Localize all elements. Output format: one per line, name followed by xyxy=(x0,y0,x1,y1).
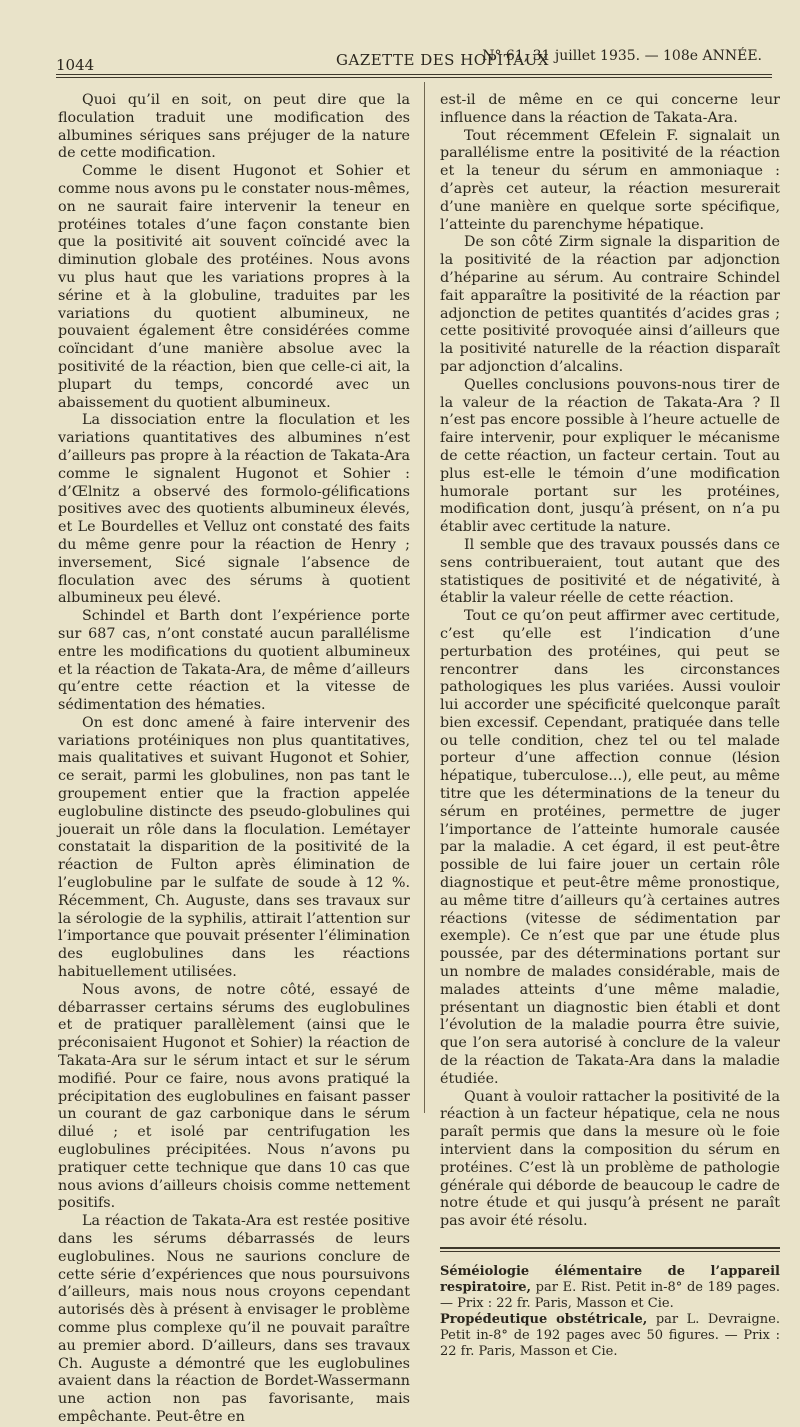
paragraph: est-il de même en ce qui concerne leur influence dans la réaction de Takata-Ara. xyxy=(440,92,780,126)
paragraph: Comme le disent Hugonot et Sohier et comme nous avons pu le constater nous-mêmes, on ne saurait faire intervenir la teneur en protéines totales d’une façon constante bien que la positivité ait souvent coïncidé avec la diminution globale des protéines. Nous avons vu plus haut que les variations propres à la sérine et à la globuline, traduites par les variations du quotient albumineux, ne pouvaient également être considérées comme coïncidant d’une manière absolue avec la positivité de la réaction, bien que celle-ci ait, la plupart du temps, concordé avec un abaissement du quotient albumineux. xyxy=(58,163,410,411)
issue-info: N° 61, 31 juillet 1935. — 108e ANNÉE. xyxy=(482,48,762,64)
paragraph: De son côté Zirm signale la disparition de la positivité de la réaction par adjonction d’héparine au sérum. Au contraire Schindel fait apparaître la positivité de la réaction par adjonction de petites quantités d’acides gras ; cette positivité provoquée ainsi d’ailleurs que la positivité naturelle de la réaction disparaît par adjonction d’alcalins. xyxy=(440,234,780,375)
page-header xyxy=(56,48,772,74)
paragraph: Schindel et Barth dont l’expérience porte sur 687 cas, n’ont constaté aucun parallélisme entre les modifications du quotient albumineux et la réaction de Takata-Ara, de même d’ailleurs qu’entre cette réaction et la vitesse de sédimentation des hématies. xyxy=(58,608,410,714)
left-column xyxy=(58,92,410,1427)
paragraph: On est donc amené à faire intervenir des variations protéiniques non plus quantitatives, mais qualitatives et suivant Hugonot et Sohier, ce serait, parmi les globulines, non pas tant le groupement entier que la fraction appelée euglobuline distincte des pseudo-globulines qui jouerait un rôle dans la floculation. Lemétayer constatait la disparition de la positivité de la réaction de Fulton après élimination de l’euglobuline par le sulfate de soude à 12 %. Récemment, Ch. Auguste, dans ses travaux sur la sérologie de la syphilis, attirait l’attention sur l’importance que pouvait présenter l’élimination des euglobulines dans les réactions habituellement utilisées. xyxy=(58,714,410,981)
paragraph: Tout récemment Œfelein F. signalait un parallélisme entre la positivité de la réaction et la teneur du sérum en ammoniaque : d’après cet auteur, la réaction mesurerait d’une manière en quelque sorte spécifique, l’atteinte du parenchyme hépatique. xyxy=(440,127,780,233)
page-number: 1044 xyxy=(56,56,95,74)
review-title: Séméiologie élémentaire de l’appareil respiratoire, xyxy=(440,1264,780,1295)
paragraph: Tout ce qu’on peut affirmer avec certitude, c’est qu’elle est l’indication d’une perturbation des protéines, qui peut se rencontrer dans les circonstances pathologiques les plus variées. Aussi vouloir lui accorder une spécificité quelconque paraît bien excessif. Cependant, pratiquée dans telle ou telle condition, chez tel ou tel malade porteur d’une affection connue (lésion hépatique, tuberculose...), elle peut, au même titre que les déterminations de la teneur du sérum en protéines, permettre de juger l’importance de l’atteinte humorale causée par la maladie. A cet égard, il est peut-être possible de lui faire jouer un certain rôle diagnostique et peut-être même pronostique, au même titre d’ailleurs qu’à certaines autres réactions (vitesse de sédimentation par exemple). Ce n’est que par une étude plus poussée, par des déterminations portant sur un nombre de malades considérable, mais de malades atteints d’une même maladie, présentant un diagnostic bien établi et dont l’évolution de la maladie pourra être suivie, que l’on sera autorisé à conclure de la valeur de la réaction de Takata-Ara dans la maladie étudiée. xyxy=(440,608,780,1087)
paragraph: Quoi qu’il en soit, on peut dire que la floculation traduit une modification des albumines sériques sans préjuger de la nature de cette modification. xyxy=(58,92,410,162)
paragraph: Quelles conclusions pouvons-nous tirer de la valeur de la réaction de Takata-Ara ? Il n’est pas encore possible à l’heure actuelle de faire intervenir, pour expliquer le mécanisme de cette réaction, un facteur certain. Tout au plus est-elle le témoin d’une modification humorale portant sur les protéines, modification dont, jusqu’à présent, on n’a pu établir avec certitude la nature. xyxy=(440,376,780,536)
paragraph: Quant à vouloir rattacher la positivité de la réaction à un facteur hépatique, cela ne nous paraît permis que dans la mesure où le foie intervient dans la composition du sérum en protéines. C’est là un problème de pathologie générale qui déborde de beaucoup le cadre de notre étude et qui jusqu’à présent ne paraît pas avoir été résolu. xyxy=(440,1088,780,1230)
review-text: par L. Devraigne. Petit in-8° de 192 pages avec 50 figures. — Prix : 22 fr. Paris, Masson et Cie. xyxy=(440,1312,780,1359)
review-text: par E. Rist. Petit in-8° de 189 pages. — Prix : 22 fr. Paris, Masson et Cie. xyxy=(440,1280,780,1311)
header-rule xyxy=(56,74,772,78)
right-column xyxy=(440,92,780,1360)
column-divider xyxy=(424,82,425,1113)
book-review xyxy=(440,1264,780,1312)
paragraph: La dissociation entre la floculation et les variations quantitatives des albumines n’est d’ailleurs pas propre à la réaction de Takata-Ara comme le signalent Hugonot et Sohier : d’Œlnitz a observé des formolo-gélifications positives avec des quotients albumineux élevés, et Le Bourdelles et Velluz ont constaté des faits du même genre pour la réaction de Henry ; inversement, Sicé signale l’absence de floculation avec des sérums à quotient albumineux peu élevé. xyxy=(58,412,410,607)
book-review xyxy=(440,1312,780,1360)
paragraph: Il semble que des travaux poussés dans ce sens contribueraient, tout autant que des statistiques de positivité et de négativité, à établir la valeur réelle de cette réaction. xyxy=(440,536,780,607)
journal-title: GAZETTE DES HOPITAUX xyxy=(336,51,549,69)
section-rule xyxy=(440,1247,780,1252)
review-title: Propédeutique obstétricale, xyxy=(440,1312,648,1327)
paragraph: La réaction de Takata-Ara est restée positive dans les sérums débarrassés de leurs euglobulines. Nous ne saurions conclure de cette série d’expériences que nous poursuivons d’ailleurs, mais nous nous croyons cependant autorisés dès à présent à envisager le problème comme plus complexe qu’il ne pouvait paraître au premier abord. D’ailleurs, dans ses travaux Ch. Auguste a démontré que les euglobulines avaient dans la réaction de Bordet-Wassermann une action non pas favorisante, mais empêchante. Peut-être en xyxy=(58,1213,410,1425)
paragraph: Nous avons, de notre côté, essayé de débarrasser certains sérums des euglobulines et de pratiquer parallèlement (ainsi que le préconisaient Hugonot et Sohier) la réaction de Takata-Ara sur le sérum intact et sur le sérum modifié. Pour ce faire, nous avons pratiqué la précipitation des euglobulines en faisant passer un courant de gaz carbonique dans le sérum dilué ; et isolé par centrifugation les euglobulines précipitées. Nous n’avons pu pratiquer cette technique que dans 10 cas que nous avions d’ailleurs choisis comme nettement positifs. xyxy=(58,981,410,1212)
